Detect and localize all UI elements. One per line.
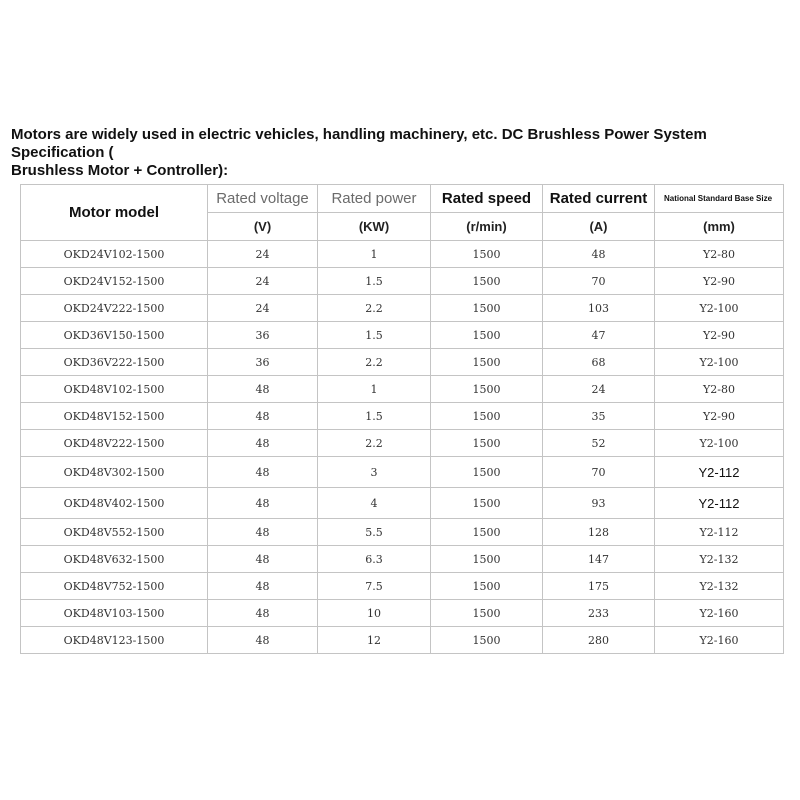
- table-row: [21, 457, 784, 488]
- cell-rated-power: 1.5: [318, 403, 431, 430]
- intro-line-2: Brushless Motor + Controller):: [11, 162, 229, 179]
- cell-motor-model: OKD48V302-1500: [21, 457, 208, 488]
- cell-base-size: Y2-100: [655, 430, 784, 457]
- cell-rated-current: 147: [543, 546, 655, 573]
- cell-base-size: Y2-100: [655, 349, 784, 376]
- cell-rated-current: 24: [543, 376, 655, 403]
- cell-motor-model: OKD48V102-1500: [21, 376, 208, 403]
- cell-rated-speed: 1500: [431, 268, 543, 295]
- cell-rated-current: 35: [543, 403, 655, 430]
- cell-rated-voltage: 48: [208, 546, 318, 573]
- cell-rated-power: 1.5: [318, 322, 431, 349]
- cell-motor-model: OKD24V222-1500: [21, 295, 208, 322]
- header-motor-model: Motor model: [21, 185, 208, 241]
- cell-rated-speed: 1500: [431, 488, 543, 519]
- table-row: [21, 573, 784, 600]
- cell-rated-voltage: 36: [208, 322, 318, 349]
- header-row: [21, 185, 784, 213]
- cell-motor-model: OKD24V152-1500: [21, 268, 208, 295]
- cell-rated-current: 52: [543, 430, 655, 457]
- cell-rated-power: 1: [318, 241, 431, 268]
- cell-rated-speed: 1500: [431, 519, 543, 546]
- cell-rated-power: 10: [318, 600, 431, 627]
- cell-rated-speed: 1500: [431, 430, 543, 457]
- cell-rated-current: 233: [543, 600, 655, 627]
- cell-motor-model: OKD36V150-1500: [21, 322, 208, 349]
- unit-rated-current: (A): [543, 213, 655, 241]
- cell-motor-model: OKD48V752-1500: [21, 573, 208, 600]
- table-row: [21, 322, 784, 349]
- cell-rated-speed: 1500: [431, 349, 543, 376]
- cell-motor-model: OKD24V102-1500: [21, 241, 208, 268]
- cell-rated-speed: 1500: [431, 295, 543, 322]
- cell-rated-power: 2.2: [318, 349, 431, 376]
- cell-motor-model: OKD48V103-1500: [21, 600, 208, 627]
- cell-rated-voltage: 36: [208, 349, 318, 376]
- cell-motor-model: OKD48V552-1500: [21, 519, 208, 546]
- cell-base-size: Y2-112: [655, 519, 784, 546]
- cell-rated-power: 1.5: [318, 268, 431, 295]
- intro-text: [11, 126, 791, 180]
- cell-base-size: Y2-100: [655, 295, 784, 322]
- cell-rated-speed: 1500: [431, 403, 543, 430]
- table-row: [21, 519, 784, 546]
- cell-rated-current: 70: [543, 457, 655, 488]
- header-rated-current: Rated current: [543, 185, 655, 213]
- cell-rated-power: 6.3: [318, 546, 431, 573]
- table-row: [21, 268, 784, 295]
- table-row: [21, 349, 784, 376]
- cell-base-size: Y2-132: [655, 573, 784, 600]
- header-rated-voltage: Rated voltage: [208, 185, 318, 213]
- cell-rated-current: 68: [543, 349, 655, 376]
- table-row: [21, 627, 784, 654]
- cell-rated-current: 70: [543, 268, 655, 295]
- table-row: [21, 295, 784, 322]
- cell-rated-speed: 1500: [431, 322, 543, 349]
- cell-rated-speed: 1500: [431, 457, 543, 488]
- cell-motor-model: OKD48V152-1500: [21, 403, 208, 430]
- table-row: [21, 488, 784, 519]
- cell-base-size: Y2-90: [655, 403, 784, 430]
- table-row: [21, 403, 784, 430]
- cell-rated-speed: 1500: [431, 573, 543, 600]
- cell-base-size: Y2-132: [655, 546, 784, 573]
- cell-rated-voltage: 48: [208, 488, 318, 519]
- table-row: [21, 430, 784, 457]
- cell-rated-speed: 1500: [431, 600, 543, 627]
- table-row: [21, 241, 784, 268]
- cell-rated-voltage: 24: [208, 241, 318, 268]
- spec-table: [20, 184, 784, 654]
- cell-rated-current: 128: [543, 519, 655, 546]
- cell-rated-speed: 1500: [431, 546, 543, 573]
- cell-rated-voltage: 48: [208, 519, 318, 546]
- cell-motor-model: OKD48V222-1500: [21, 430, 208, 457]
- table-row: [21, 546, 784, 573]
- header-rated-speed: Rated speed: [431, 185, 543, 213]
- unit-rated-speed: (r/min): [431, 213, 543, 241]
- cell-motor-model: OKD48V123-1500: [21, 627, 208, 654]
- cell-rated-voltage: 48: [208, 600, 318, 627]
- cell-base-size: Y2-160: [655, 600, 784, 627]
- cell-rated-current: 93: [543, 488, 655, 519]
- cell-rated-power: 7.5: [318, 573, 431, 600]
- cell-rated-voltage: 48: [208, 403, 318, 430]
- cell-motor-model: OKD36V222-1500: [21, 349, 208, 376]
- header-base-size: National Standard Base Size: [655, 185, 784, 213]
- table-row: [21, 376, 784, 403]
- cell-rated-power: 3: [318, 457, 431, 488]
- cell-rated-voltage: 48: [208, 457, 318, 488]
- cell-rated-power: 4: [318, 488, 431, 519]
- cell-base-size: Y2-112: [655, 488, 784, 519]
- cell-rated-power: 12: [318, 627, 431, 654]
- cell-rated-voltage: 48: [208, 627, 318, 654]
- cell-rated-voltage: 24: [208, 295, 318, 322]
- cell-rated-voltage: 24: [208, 268, 318, 295]
- cell-motor-model: OKD48V632-1500: [21, 546, 208, 573]
- unit-rated-voltage: (V): [208, 213, 318, 241]
- cell-motor-model: OKD48V402-1500: [21, 488, 208, 519]
- cell-rated-current: 103: [543, 295, 655, 322]
- cell-rated-current: 47: [543, 322, 655, 349]
- cell-rated-speed: 1500: [431, 376, 543, 403]
- cell-base-size: Y2-80: [655, 376, 784, 403]
- cell-base-size: Y2-90: [655, 322, 784, 349]
- cell-base-size: Y2-80: [655, 241, 784, 268]
- cell-rated-current: 48: [543, 241, 655, 268]
- cell-rated-current: 175: [543, 573, 655, 600]
- cell-rated-power: 1: [318, 376, 431, 403]
- cell-rated-voltage: 48: [208, 376, 318, 403]
- intro-line-1: Motors are widely used in electric vehicles, handling machinery, etc. DC Brushless Power System Specification (: [11, 126, 707, 161]
- cell-rated-voltage: 48: [208, 573, 318, 600]
- table-body: [21, 241, 784, 654]
- cell-rated-power: 5.5: [318, 519, 431, 546]
- header-rated-power: Rated power: [318, 185, 431, 213]
- cell-rated-power: 2.2: [318, 295, 431, 322]
- unit-rated-power: (KW): [318, 213, 431, 241]
- cell-rated-speed: 1500: [431, 627, 543, 654]
- cell-rated-current: 280: [543, 627, 655, 654]
- cell-base-size: Y2-90: [655, 268, 784, 295]
- cell-base-size: Y2-112: [655, 457, 784, 488]
- unit-base-size: (mm): [655, 213, 784, 241]
- table-row: [21, 600, 784, 627]
- cell-rated-power: 2.2: [318, 430, 431, 457]
- cell-base-size: Y2-160: [655, 627, 784, 654]
- cell-rated-speed: 1500: [431, 241, 543, 268]
- cell-rated-voltage: 48: [208, 430, 318, 457]
